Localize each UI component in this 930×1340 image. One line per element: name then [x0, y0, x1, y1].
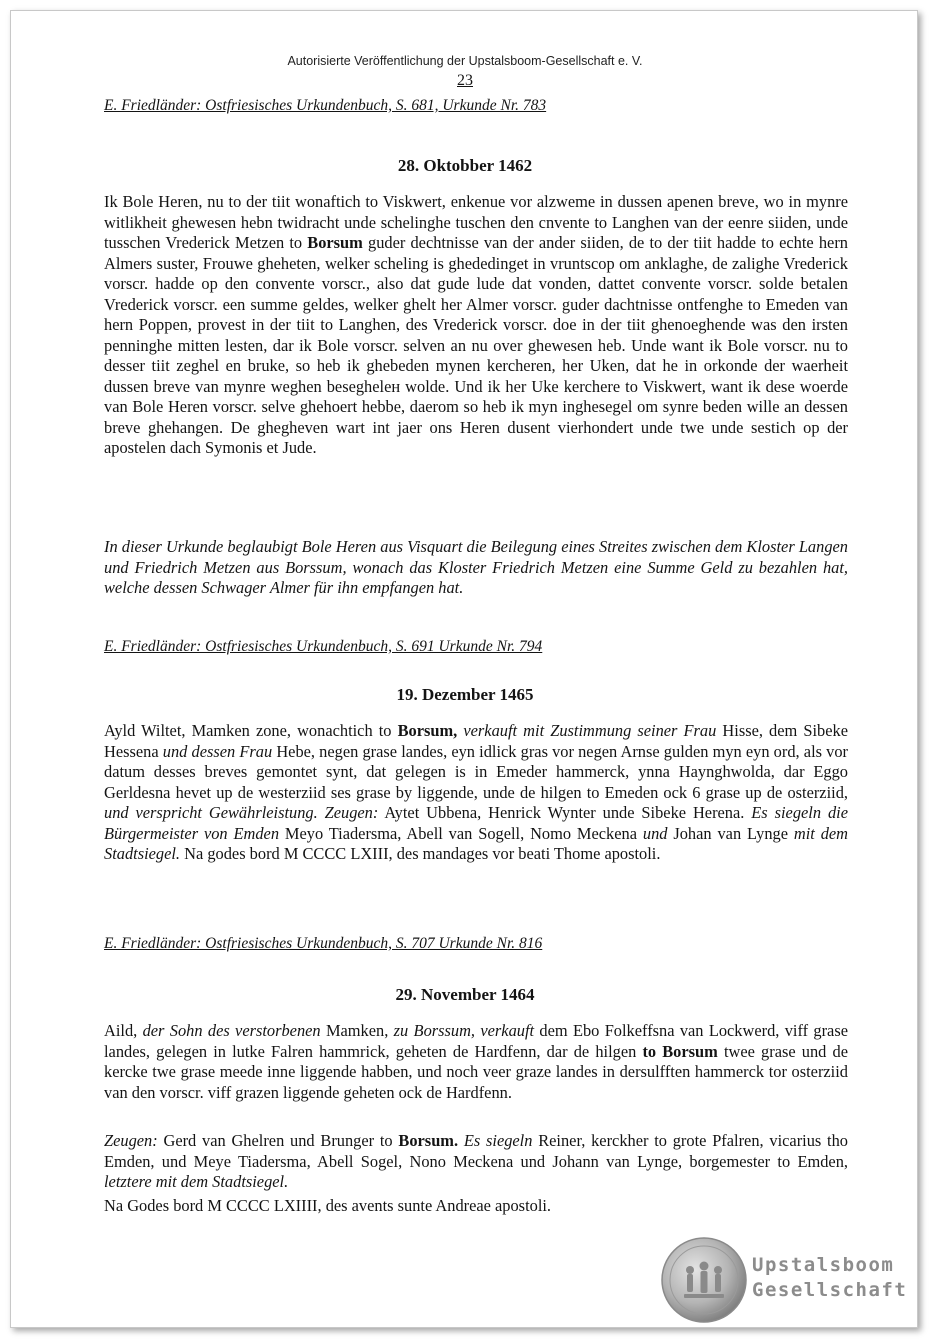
italic-run: und verspricht Gewährleistung. Zeugen: [104, 803, 379, 822]
publisher-header: Autorisierte Veröffentlichung der Upstalsboom-Gesellschaft e. V. [287, 54, 643, 68]
entry-date-1: 28. Oktobber 1462 [397, 156, 533, 175]
text-run: Hebe, negen grase landes, eyn idlick gras vor negen Arnse gulden myn eyn ord, als vor datum desses breves gemontet synt, dat gelegen is in Emeder hammerck, ynna Haynghwolda, dar Eggo Gerldesna hevet up de westerziid ses grase by liggende, unde de hilgen to Emeden ock 6 grase up de osterziid, [104, 741, 849, 802]
text-run: Aytet Ubbena, Henrick Wynter unde Sibeke Herena. [378, 803, 752, 822]
italic-run: Es siegeln [463, 1131, 533, 1150]
witnesses-text-3 [104, 1131, 848, 1193]
text-run: twee grase und de kercke twe grase meede inne liggende habben, und noch veer graze landes in dersulfften hammerck tor osterziid van den vorscr. viff grazen liggende geheten ock de Hardfenn. [104, 1041, 848, 1102]
italic-run: der Sohn des verstorbenen [142, 1021, 321, 1040]
logo-text-line2: Gesellschaft [752, 1279, 908, 1301]
bold-run: Borsum [307, 233, 363, 252]
italic-run: Zeugen: [104, 1131, 158, 1150]
logo-text-line1: Upstalsboom [752, 1254, 895, 1276]
text-run: Reiner, kerckher to grote Pfalren, vicarius tho Emden, und Meye Tiadersma, Abell Sogel, Nono Meckena und Johann van Lynge, borgemester to Emden, [104, 1131, 848, 1171]
society-seal-logo [660, 1236, 748, 1324]
text-run: Ik Bole Heren, nu to der tiit wonaftich to Viskwert, enkenue vor alzweme in dussen apenen breve, wo in mynre witlikheit ghewesen hebn twidracht unde schelinghe tuschen den cnvente to Langhen van der eenre siiden, unde tusschen Vrederick Metzen to [104, 192, 848, 252]
text-run: Aild, [104, 1021, 143, 1040]
document-text-1 [104, 192, 848, 459]
text-run: Na godes bord M CCCC LXIII, des mandages vor beati Thome apostoli. [180, 844, 661, 863]
source-reference-1: E. Friedländer: Ostfriesisches Urkundenbuch, S. 681, Urkunde Nr. 783 [104, 97, 547, 114]
italic-run: Es siegeln die Bürgermeister von Emden [104, 803, 848, 843]
italic-run: letztere mit dem Stadtsiegel. [104, 1172, 289, 1191]
text-run: dem Ebo Folkeffsna van Lockwerd, viff grase landes, gelegen in lutke Falren hammrick, geheten de Hardfenn, dar de hilgen [104, 1021, 848, 1061]
bold-run: to Borsum [642, 1041, 718, 1061]
italic-run: verkauft mit Zustimmung seiner Frau [457, 721, 717, 740]
page-number: 23 [457, 72, 473, 89]
italic-run: zu Borssum, verkauft [393, 1021, 535, 1040]
italic-run: mit dem Stadtsiegel. [104, 823, 849, 863]
document-text-2 [104, 721, 848, 865]
italic-run: und dessen Frau [162, 741, 273, 761]
document-text-3 [104, 1021, 848, 1103]
bold-run: Borsum, [397, 721, 458, 740]
summary-note-1: In dieser Urkunde beglaubigt Bole Heren aus Visquart die Beilegung eines Streites zwischen dem Kloster Langen und Friedrich Metzen aus Borssum, wonach das Kloster Friedrich Metzen eine Summe Geld zu bezahlen hat, welche dessen Schwager Almer für ihn empfangen hat. [104, 537, 848, 597]
dating-text-3: Na Godes bord M CCCC LXIIII, des avents sunte Andreae apostoli. [104, 1196, 552, 1215]
source-reference-2: E. Friedländer: Ostfriesisches Urkundenbuch, S. 691 Urkunde Nr. 794 [104, 638, 543, 655]
entry-date-3: 29. November 1464 [395, 985, 535, 1004]
text-run: Johan van Lynge [667, 823, 794, 843]
italic-run: und [642, 823, 668, 843]
source-reference-3: E. Friedländer: Ostfriesisches Urkundenbuch, S. 707 Urkunde Nr. 816 [104, 935, 543, 952]
text-run: guder dechtnisse van der ander siiden, de to der tiit hadde to echte hern Almers suster, Frouwe gheheten, welker scheling is ghededinget in vruntscop om anklaghe, de zalighe Vrederick vorscr. hadde op den convente vorscr., also dat gude lude dat vonden, dattet convente vorscr. solde betalen Vrederick vorscr. een summe geldes, welker ghelt her Almer vorscr. guder dachtnisse ontfenghe to Emeden van hern Poppen, provest in der tiit to Langhen, des Vrederick vorscr. doe in der tiit ghenoeghende was den irsten penninghe mitten lesten, dar ik Bole vorscr. selven an nu over ghewesen heb. Unde want ik Bole vorscr. nu to desser tiit zeghel en bruke, so heb ik ghebeden mynen kercheren, her Uken, dat he in orkonde der waerheit dussen breve van mynre weghen besegheleн wolde. Und ik her Uke kerchere to Viskwert, want ik dese woerde van Bole Heren vorscr. selve ghehoert hebbe, daerom so heb ik myn inghesegel om synre beden wille an dessen breve ghehangen. De ghegheven wart int jaer ons Heren dusent vierhondert unde twe unde sestich op der apostelen dach Symonis et Jude. [104, 233, 848, 457]
text-run: Gerd van Ghelren und Brunger to [157, 1131, 399, 1150]
text-run: Hisse, dem Sibeke Hessena [104, 721, 848, 761]
text-run: Mamken, [320, 1021, 394, 1040]
bold-run: Borsum. [398, 1131, 459, 1150]
entry-date-2: 19. Dezember 1465 [396, 685, 534, 704]
text-run: Ayld Wiltet, Mamken zone, wonachtich to [104, 721, 398, 740]
text-run: Meyo Tiadersma, Abell van Sogell, Nomo Meckena [279, 823, 643, 843]
